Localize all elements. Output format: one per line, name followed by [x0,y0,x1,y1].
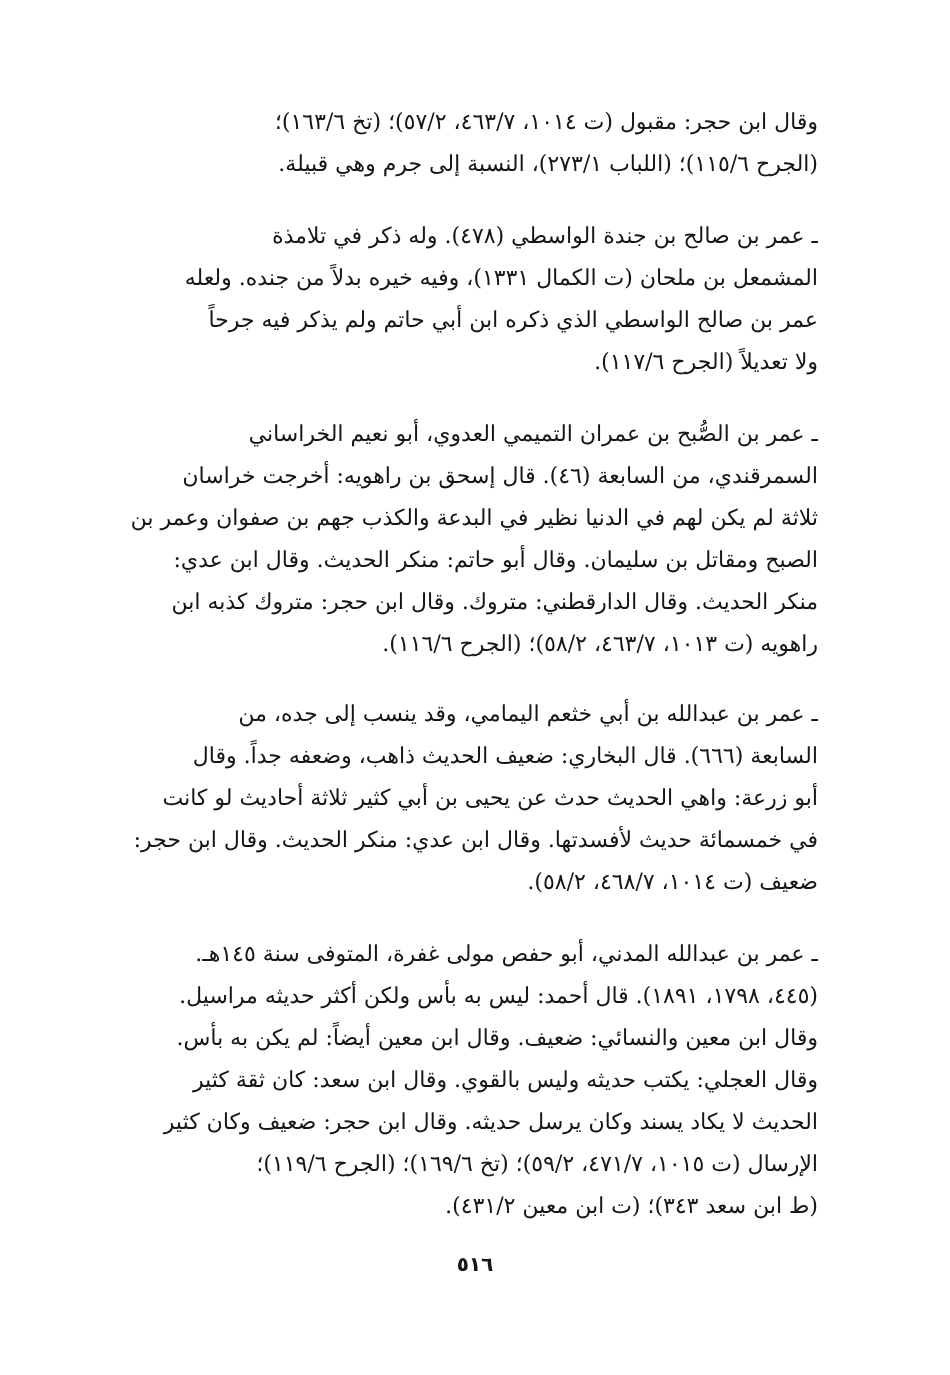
text-line: في خمسمائة حديث لأفسدتها. وقال ابن عدي: منكر الحديث. وقال ابن حجر: [133,828,818,853]
text-line: منكر الحديث. وقال الدارقطني: متروك. وقال ابن حجر: متروك كذبه ابن [171,590,818,615]
text-line: السابعة (٦٦٦). قال البخاري: ضعيف الحديث ذاهب، وضعفه جداً. وقال [192,744,818,769]
text-line: ـ عمر بن الصُّبح بن عمران التميمي العدوي، أبو نعيم الخراساني [248,422,818,447]
text-line: السمرقندي، من السابعة (٤٦). قال إسحق بن راهويه: أخرجت خراسان [182,464,818,489]
text-line: (ط ابن سعد ٣٤٣)؛ (ت ابن معين ٤٣١/٢). [445,1194,818,1219]
text-line: ضعيف (ت ١٠١٤، ٤٦٨/٧، ٥٨/٢). [527,870,818,895]
text-line: عمر بن صالح الواسطي الذي ذكره ابن أبي حاتم ولم يذكر فيه جرحاً [208,308,818,333]
text-line: وقال العجلي: يكتب حديثه وليس بالقوي. وقال ابن سعد: كان ثقة كثير [193,1068,818,1093]
text-line: الصبح ومقاتل بن سليمان. وقال أبو حاتم: منكر الحديث. وقال ابن عدي: [173,548,818,573]
text-line: وقال ابن حجر: مقبول (ت ١٠١٤، ٤٦٣/٧، ٥٧/٢)؛ (تخ ١٦٣/٦)؛ [274,110,818,135]
text-line: راهويه (ت ١٠١٣، ٤٦٣/٧، ٥٨/٢)؛ (الجرح ١١٦/٦). [382,632,818,657]
text-line: ـ عمر بن عبدالله بن أبي خثعم اليمامي، وقد ينسب إلى جده، من [238,702,818,727]
paragraph-1 [112,102,818,186]
text-line: ـ عمر بن عبدالله المدني، أبو حفص مولى غفرة، المتوفى سنة ١٤٥هـ. [195,942,818,967]
text-line: ثلاثة لم يكن لهم في الدنيا نظير في البدعة والكذب جهم بن صفوان وعمر بن [130,506,818,531]
text-line: ـ عمر بن صالح بن جندة الواسطي (٤٧٨). وله ذكر في تلامذة [272,224,818,249]
text-line: وقال ابن معين والنسائي: ضعيف. وقال ابن معين أيضاً: لم يكن به بأس. [176,1026,818,1051]
text-line: الحديث لا يكاد يسند وكان يرسل حديثه. وقال ابن حجر: ضعيف وكان كثير [163,1110,818,1135]
page-body [112,102,818,1228]
text-line: المشمعل بن ملحان (ت الكمال ١٣٣١)، وفيه خيره بدلاً من جنده. ولعله [184,266,818,291]
text-line: أبو زرعة: واهي الحديث حدث عن يحيى بن أبي كثير ثلاثة أحاديث لو كانت [162,786,818,811]
text-line: الإرسال (ت ١٠١٥، ٤٧١/٧، ٥٩/٢)؛ (تخ ١٦٩/٦)؛ (الجرح ١١٩/٦)؛ [256,1152,818,1177]
text-line: (الجرح ١١٥/٦)؛ (اللباب ٢٧٣/١)، النسبة إلى جرم وهي قبيلة. [278,152,818,177]
text-line: (٤٤٥، ١٧٩٨، ١٨٩١). قال أحمد: ليس به بأس ولكن أكثر حديثه مراسيل. [179,984,818,1009]
paragraph-4 [112,694,818,904]
text-line: ولا تعديلاً (الجرح ١١٧/٦). [594,350,818,375]
page-number: ٥١٦ [456,1252,494,1276]
paragraph-3 [112,414,818,666]
paragraph-5 [112,934,818,1228]
paragraph-2 [112,216,818,384]
